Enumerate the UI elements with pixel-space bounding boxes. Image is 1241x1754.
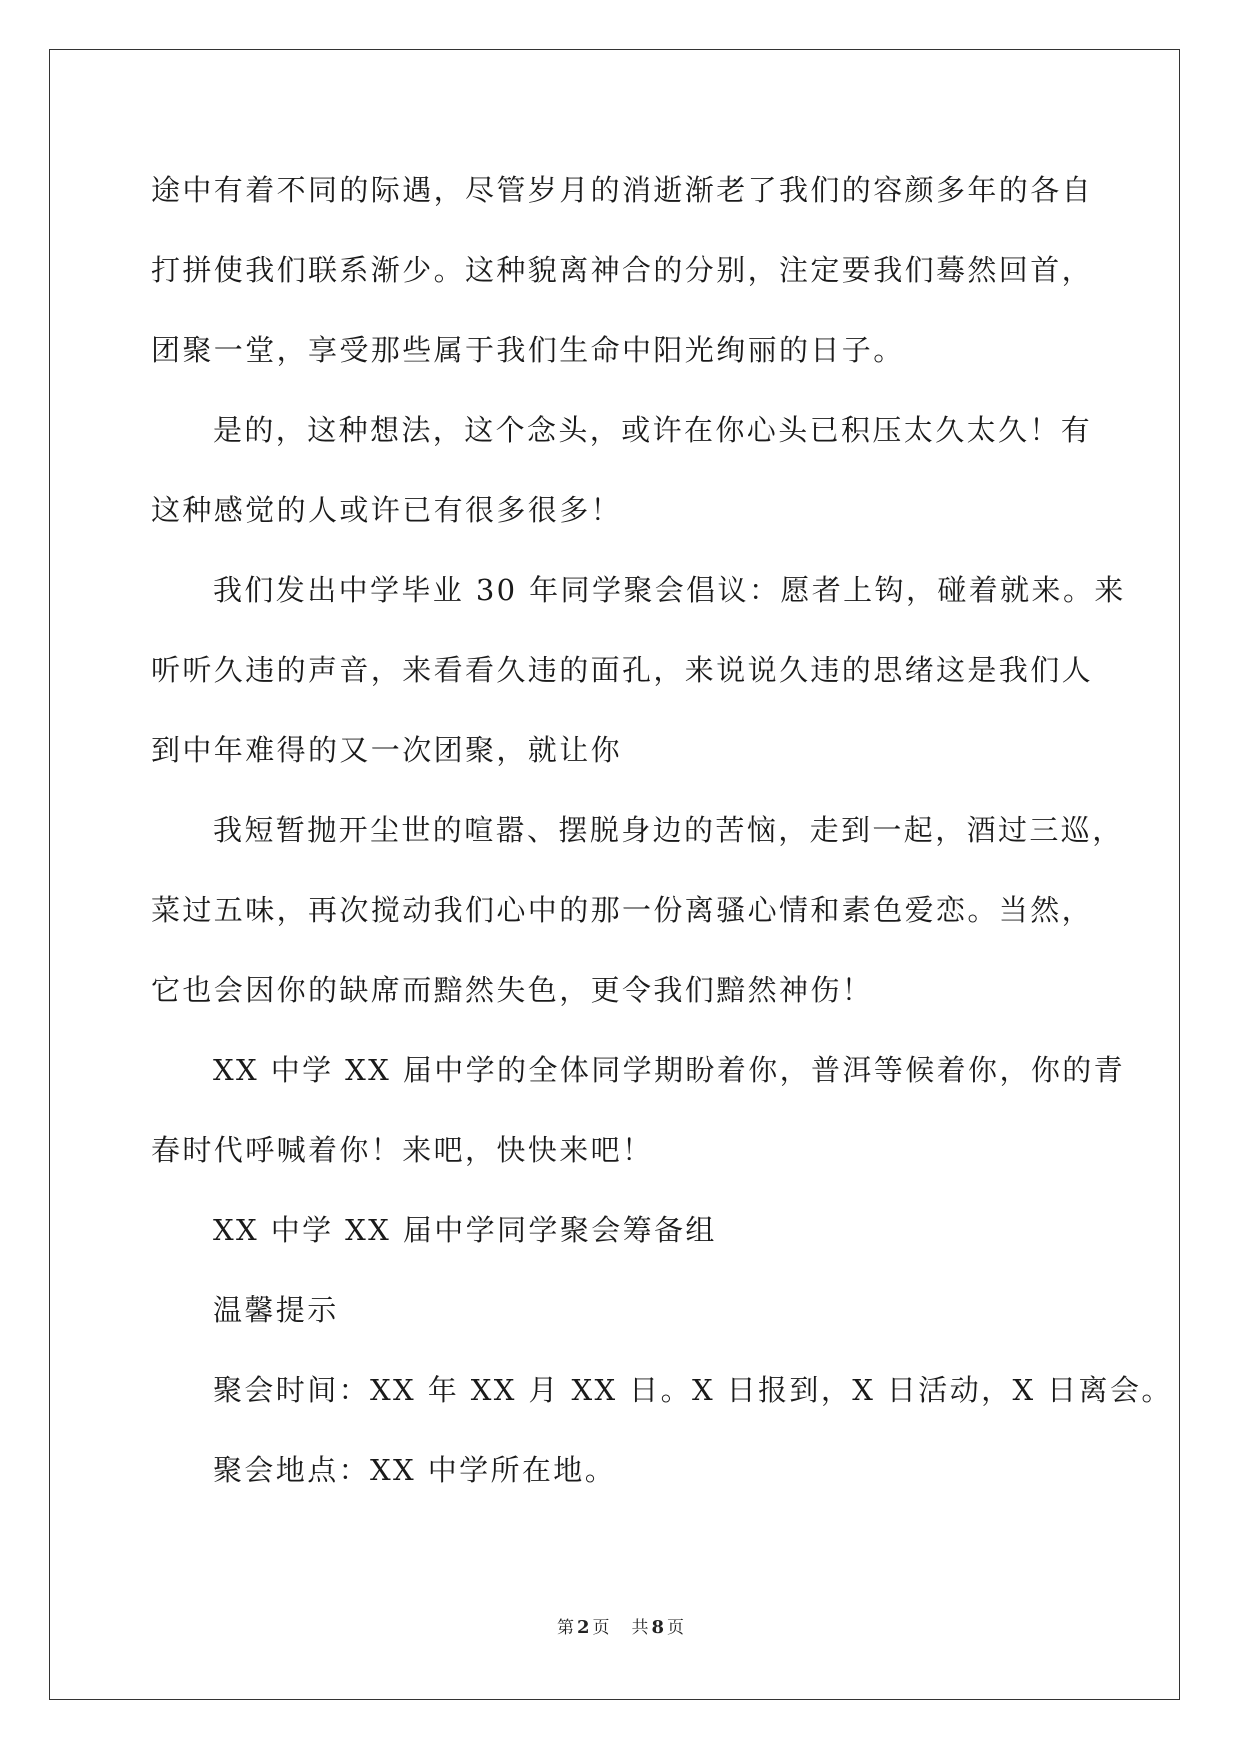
footer-prefix: 第 bbox=[556, 1618, 574, 1638]
body-line: 这种感觉的人或许已有很多很多！ bbox=[151, 493, 623, 527]
current-page-number: 2 bbox=[576, 1617, 590, 1638]
meeting-place-line: 聚会地点：XX 中学所在地。 bbox=[213, 1453, 617, 1487]
total-page-number: 8 bbox=[651, 1617, 665, 1638]
footer-total-prefix: 共 bbox=[631, 1618, 649, 1638]
meeting-time-line: 聚会时间：XX 年 XX 月 XX 日。X 日报到，X 日活动，X 日离会。 bbox=[213, 1373, 1173, 1407]
body-line: 菜过五味，再次搅动我们心中的那一份离骚心情和素色爱恋。当然， bbox=[151, 893, 1094, 927]
body-line: 听听久违的声音，来看看久违的面孔，来说说久违的思绪这是我们人 bbox=[151, 653, 1094, 687]
paragraph-start-line: 我们发出中学毕业 30 年同学聚会倡议：愿者上钩，碰着就来。来 bbox=[213, 573, 1126, 607]
body-line: 它也会因你的缺席而黯然失色，更令我们黯然神伤！ bbox=[151, 973, 874, 1007]
body-line: 打拼使我们联系渐少。这种貌离神合的分别，注定要我们蓦然回首， bbox=[151, 253, 1094, 287]
paragraph-start-line: 我短暂抛开尘世的喧嚣、摆脱身边的苦恼，走到一起，酒过三巡， bbox=[213, 813, 1124, 847]
page-footer bbox=[0, 1616, 1241, 1640]
body-line: 春时代呼喊着你！来吧，快快来吧！ bbox=[151, 1133, 654, 1167]
footer-page-word: 页 bbox=[592, 1618, 610, 1638]
body-line: 团聚一堂，享受那些属于我们生命中阳光绚丽的日子。 bbox=[151, 333, 905, 367]
paragraph-start-line: XX 中学 XX 届中学的全体同学期盼着你，普洱等候着你，你的青 bbox=[213, 1053, 1126, 1087]
paragraph-start-line: 是的，这种想法，这个念头，或许在你心头已积压太久太久！有 bbox=[213, 413, 1093, 447]
signature-line: XX 中学 XX 届中学同学聚会筹备组 bbox=[213, 1213, 717, 1247]
body-line: 到中年难得的又一次团聚，就让你 bbox=[151, 733, 623, 767]
section-heading: 温馨提示 bbox=[213, 1293, 339, 1327]
body-line: 途中有着不同的际遇，尽管岁月的消逝渐老了我们的容颜多年的各自 bbox=[151, 173, 1094, 207]
footer-total-word: 页 bbox=[667, 1618, 685, 1638]
